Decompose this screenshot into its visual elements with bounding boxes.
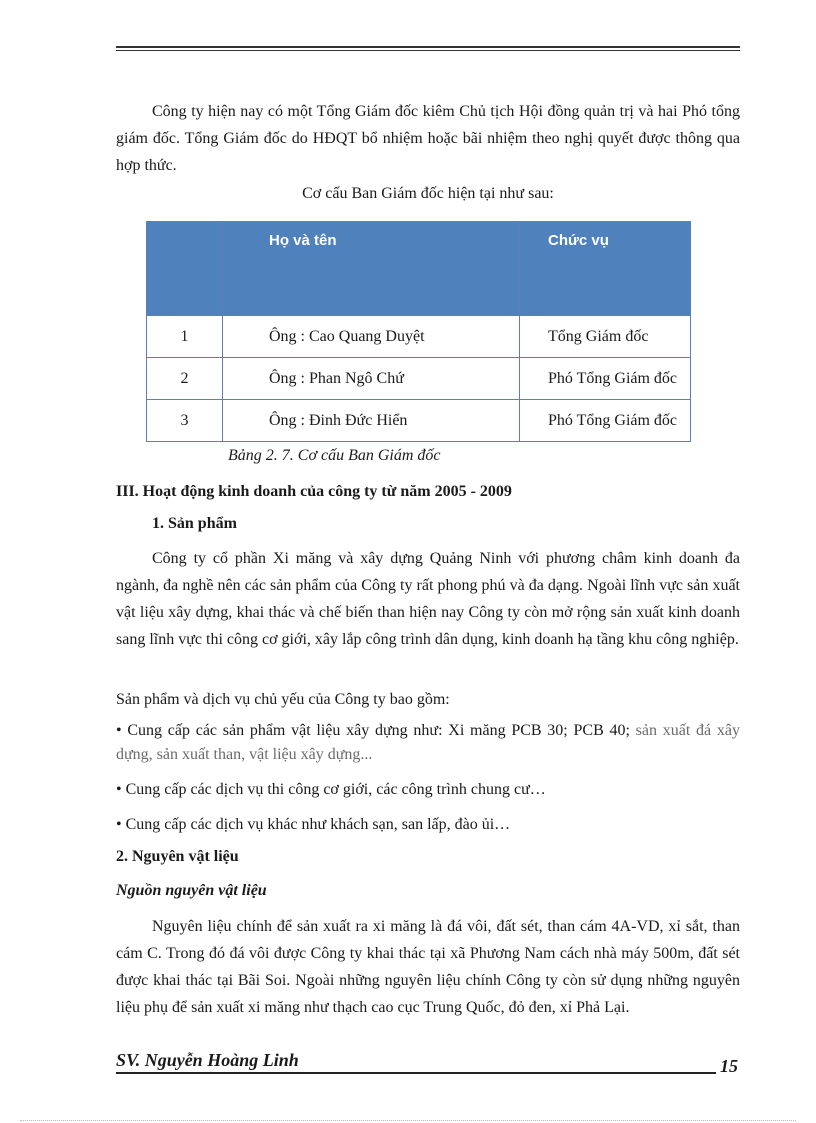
materials-paragraph: Nguyên liệu chính để sản xuất ra xi măng là đá vôi, đất sét, than cám 4A-VD, xỉ sắt, than cám C. Trong đó đá vôi được Công ty khai thác tại xã Phương Nam cách nhà máy 500m, đất sét được khai thác tại Bãi Soi. Ngoài những nguyên liệu chính Công ty còn sử dụng những nguyên liệu phụ để sản xuất xi măng như thạch cao cục Trung Quốc, đỏ đen, xỉ Phả Lại. <box>116 918 740 1016</box>
header-cell-title <box>520 222 691 316</box>
subheading-materials-source: Nguồn nguyên vật liệu <box>116 882 267 899</box>
row-name: Ông : Cao Quang Duyệt <box>223 316 520 358</box>
table-row <box>147 316 691 358</box>
row-number: 2 <box>147 358 223 400</box>
row-title: Phó Tổng Giám đốc <box>520 358 691 400</box>
footer-author: SV. Nguyễn Hoàng Linh <box>116 1050 299 1070</box>
footer-rule <box>116 1072 716 1074</box>
page-number: 15 <box>720 1056 738 1076</box>
table-caption: Bảng 2. 7. Cơ cấu Ban Giám đốc <box>228 447 441 464</box>
bullet-text: • Cung cấp các sản phẩm vật liệu xây dựng như: Xi măng PCB 30; PCB 40; <box>116 722 630 739</box>
section-heading: III. Hoạt động kinh doanh của công ty từ năm 2005 - 2009 <box>116 483 512 500</box>
bullet-item: • Cung cấp các dịch vụ thi công cơ giới, các công trình chung cư… <box>116 781 546 798</box>
bullet-text-faded: sản xuất đá xây dựng, sản xuất than, vật liệu xây dựng... <box>116 722 740 763</box>
bullet-item <box>116 719 740 767</box>
row-title: Phó Tổng Giám đốc <box>520 400 691 442</box>
row-name: Ông : Phan Ngô Chứ <box>223 358 520 400</box>
subheading-materials: 2. Nguyên vật liệu <box>116 848 239 865</box>
row-number: 3 <box>147 400 223 442</box>
table-row <box>147 358 691 400</box>
intro-paragraph: Công ty hiện nay có một Tổng Giám đốc kiêm Chủ tịch Hội đồng quản trị và hai Phó tổng giám đốc. Tổng Giám đốc do HĐQT bổ nhiệm hoặc bãi nhiệm theo nghị quyết được thông qua hợp thức. <box>116 103 740 174</box>
table-intro-text: Cơ cấu Ban Giám đốc hiện tại như sau: <box>302 185 554 202</box>
board-table <box>146 221 691 442</box>
bullet-item: • Cung cấp các dịch vụ khác như khách sạn, san lấp, đào ủi… <box>116 816 511 833</box>
row-number: 1 <box>147 316 223 358</box>
products-list-intro: Sản phẩm và dịch vụ chủ yếu của Công ty bao gồm: <box>116 691 450 708</box>
row-name: Ông : Đinh Đức Hiển <box>223 400 520 442</box>
header-title-label: Chức vụ <box>548 232 609 249</box>
header-name-label: Họ và tên <box>269 232 337 249</box>
row-title: Tổng Giám đốc <box>520 316 691 358</box>
header-cell-no <box>147 222 223 316</box>
table-header-row <box>147 222 691 316</box>
subheading-products: 1. Sản phẩm <box>152 515 237 532</box>
table-row <box>147 400 691 442</box>
header-cell-name <box>223 222 520 316</box>
products-paragraph: Công ty cổ phần Xi măng và xây dựng Quảng Ninh với phương châm kinh doanh đa ngành, đa nghề nên các sản phẩm của Công ty rất phong phú và đa dạng. Ngoài lĩnh vực sản xuất vật liệu xây dựng, khai thác và chế biến than hiện nay Công ty còn mở rộng sản xuất kinh doanh sang lĩnh vực thi công cơ giới, xây lắp công trình dân dụng, kinh doanh hạ tầng khu công nghiệp. <box>116 550 740 648</box>
page-border-dotted <box>20 1120 796 1121</box>
header-rule <box>116 46 740 51</box>
